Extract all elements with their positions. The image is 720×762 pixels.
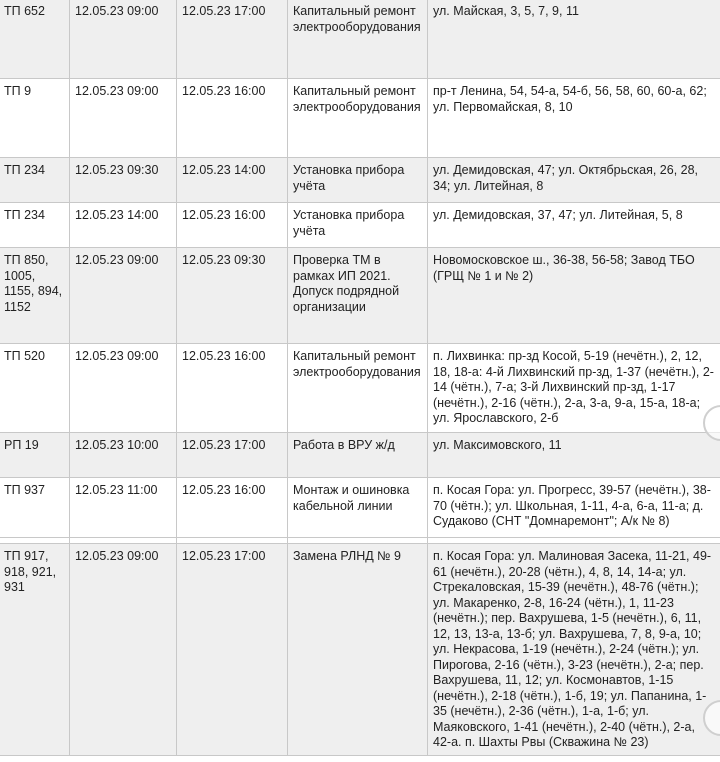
table-row [0, 203, 720, 248]
substation-cell: РП 19 [0, 433, 70, 478]
addresses-cell: п. Лихвинка: пр-зд Косой, 5-19 (нечётн.), 2, 12, 18, 18-а: 4-й Лихвинский пр-зд, 1-37 (нечётн.), 2-14 (чётн.), 7-а; 3-й Лихвинский пр-зд, 1-17 (нечётн.), 2-16 (чётн.), 2-а, 3-а, 9-а, 15-а, 18-а; ул. Ярославского, 2-б [428, 344, 720, 433]
work-type-cell: Установка прибора учёта [288, 203, 428, 248]
work-type-cell: Работа в ВРУ ж/д [288, 433, 428, 478]
table-row [0, 433, 720, 478]
work-type-cell: Монтаж и ошиновка кабельной линии [288, 478, 428, 538]
table-row [0, 248, 720, 344]
addresses-cell: ул. Демидовская, 47; ул. Октябрьская, 26, 28, 34; ул. Литейная, 8 [428, 158, 720, 203]
table-row [0, 79, 720, 158]
start-time-cell: 12.05.23 09:00 [70, 0, 177, 79]
table-row [0, 0, 720, 79]
start-time-cell: 12.05.23 09:00 [70, 248, 177, 344]
start-time-cell: 12.05.23 09:30 [70, 158, 177, 203]
start-time-cell: 12.05.23 10:00 [70, 433, 177, 478]
end-time-cell: 12.05.23 16:00 [177, 344, 288, 433]
work-type-cell: Замена РЛНД № 9 [288, 544, 428, 756]
end-time-cell: 12.05.23 14:00 [177, 158, 288, 203]
end-time-cell: 12.05.23 16:00 [177, 478, 288, 538]
table-row [0, 158, 720, 203]
end-time-cell: 12.05.23 09:30 [177, 248, 288, 344]
start-time-cell: 12.05.23 09:00 [70, 79, 177, 158]
start-time-cell: 12.05.23 09:00 [70, 344, 177, 433]
work-type-cell: Проверка ТМ в рамках ИП 2021. Допуск подрядной организации [288, 248, 428, 344]
end-time-cell: 12.05.23 17:00 [177, 433, 288, 478]
addresses-cell: п. Косая Гора: ул. Малиновая Засека, 11-21, 49-61 (нечётн.), 20-28 (чётн.), 4, 8, 14, 14-а; ул. Стрекаловская, 15-39 (нечётн.), 48-76 (чётн.); ул. Макаренко, 2-8, 16-24 (чётн.), 1, 11-23 (нечётн.); пер. Вахрушева, 1-5 (нечётн.), 6, 11, 12, 13, 13-а, 13-б; ул. Вахрушева, 7, 8, 9-а, 10; ул. Некрасова, 1-19 (нечётн.), 2-24 (чётн.); ул. Пирогова, 2-16 (чётн.), 3-23 (нечётн.), 2-а; пер. Вахрушева, 11, 12; ул. Космонавтов, 1-15 (нечётн.), 2-18 (чётн.), 1-б, 19; ул. Папанина, 1-35 (нечётн.), 2-36 (чётн.), 1-а, 1-б; ул. Маяковского, 1-41 (нечётн.), 2-40 (чётн.), 2-а, 42-а. п. Шахты Рвы (Скважина № 23) [428, 544, 720, 756]
addresses-cell: ул. Максимовского, 11 [428, 433, 720, 478]
substation-cell: ТП 234 [0, 158, 70, 203]
work-type-cell: Капитальный ремонт электрооборудования [288, 79, 428, 158]
work-type-cell: Капитальный ремонт электрооборудования [288, 0, 428, 79]
addresses-cell: ул. Майская, 3, 5, 7, 9, 11 [428, 0, 720, 79]
addresses-cell: пр-т Ленина, 54, 54-а, 54-б, 56, 58, 60, 60-а, 62; ул. Первомайская, 8, 10 [428, 79, 720, 158]
start-time-cell: 12.05.23 14:00 [70, 203, 177, 248]
addresses-cell: п. Косая Гора: ул. Прогресс, 39-57 (нечётн.), 38-70 (чётн.); ул. Школьная, 1-11, 4-а, 6-а, 11-а; д. Судаково (СНТ "Домнаремонт"; А/к № 8) [428, 478, 720, 538]
table-row [0, 478, 720, 538]
table-row [0, 344, 720, 433]
work-type-cell: Капитальный ремонт электрооборудования [288, 344, 428, 433]
start-time-cell: 12.05.23 11:00 [70, 478, 177, 538]
substation-cell: ТП 9 [0, 79, 70, 158]
addresses-cell: ул. Демидовская, 37, 47; ул. Литейная, 5, 8 [428, 203, 720, 248]
start-time-cell: 12.05.23 09:00 [70, 544, 177, 756]
end-time-cell: 12.05.23 16:00 [177, 79, 288, 158]
end-time-cell: 12.05.23 17:00 [177, 544, 288, 756]
end-time-cell: 12.05.23 16:00 [177, 203, 288, 248]
substation-cell: ТП 234 [0, 203, 70, 248]
addresses-cell: Новомосковское ш., 36-38, 56-58; Завод ТБО (ГРЩ № 1 и № 2) [428, 248, 720, 344]
end-time-cell: 12.05.23 17:00 [177, 0, 288, 79]
substation-cell: ТП 520 [0, 344, 70, 433]
substation-cell: ТП 850, 1005, 1155, 894, 1152 [0, 248, 70, 344]
substation-cell: ТП 937 [0, 478, 70, 538]
substation-cell: ТП 652 [0, 0, 70, 79]
table-row [0, 544, 720, 756]
substation-cell: ТП 917, 918, 921, 931 [0, 544, 70, 756]
work-type-cell: Установка прибора учёта [288, 158, 428, 203]
